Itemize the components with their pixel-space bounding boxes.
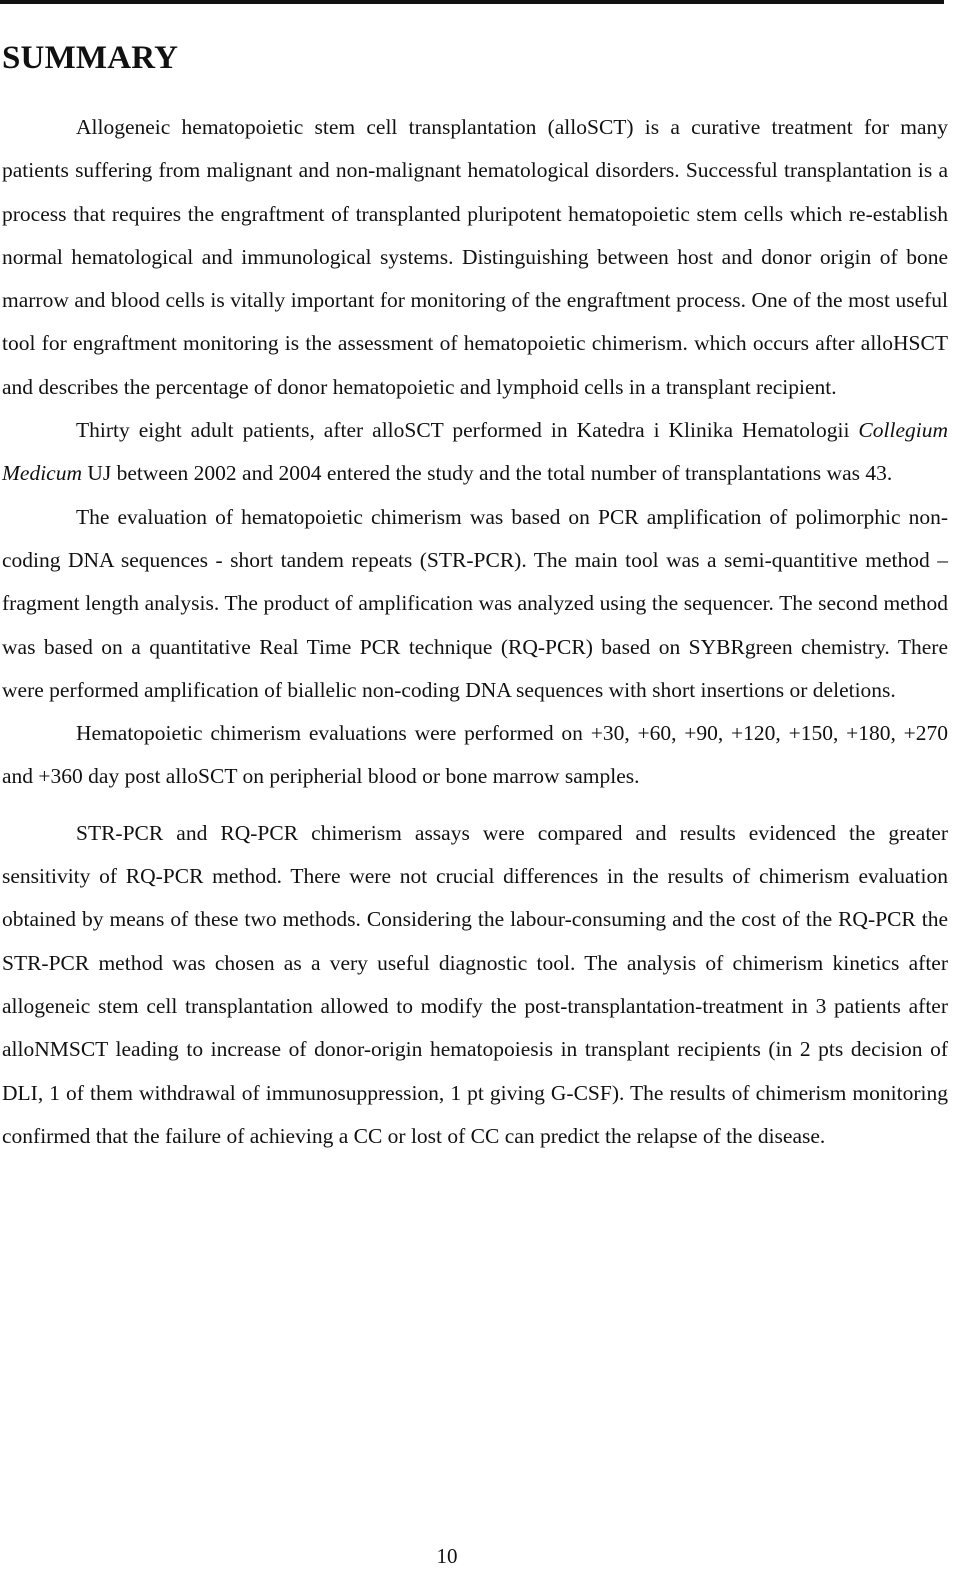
paragraph-2 <box>2 409 948 496</box>
paragraph-2-text-before: Thirty eight adult patients, after alloSCT performed in Katedra i Klinika Hematologii <box>76 418 859 443</box>
paragraph-3: The evaluation of hematopoietic chimerism was based on PCR amplification of polimorphic non-coding DNA sequences - short tandem repeats (STR-PCR). The main tool was a semi-quantitive method – fragment length analysis. The product of amplification was analyzed using the sequencer. The second method was based on a quantitative Real Time PCR technique (RQ-PCR) based on SYBRgreen chemistry. There were performed amplification of biallelic non-coding DNA sequences with short insertions or deletions. <box>2 504 948 702</box>
paragraph-5: STR-PCR and RQ-PCR chimerism assays were compared and results evidenced the greater sensitivity of RQ-PCR method. There were not crucial differences in the results of chimerism evaluation obtained by means of these two methods. Considering the labour-consuming and the cost of the RQ-PCR the STR-PCR method was chosen as a very useful diagnostic tool. The analysis of chimerism kinetics after allogeneic stem cell transplantation allowed to modify the post-transplantation-treatment in 3 patients after alloNMSCT leading to increase of donor-origin hematopoiesis in transplant recipients (in 2 pts decision of DLI, 1 of them withdrawal of immunosuppression, 1 pt giving G-CSF). The results of chimerism monitoring confirmed that the failure of achieving a CC or lost of CC can predict the relapse of the disease. <box>2 820 948 1148</box>
paragraph-2-italic-text: Collegium Medicum <box>2 418 948 486</box>
section-heading: SUMMARY <box>2 40 179 76</box>
paragraph-2-text-after: UJ between 2002 and 2004 entered the study and the total number of transplantations was 43. <box>82 461 893 486</box>
summary-body <box>2 106 948 1158</box>
page-number: 10 <box>436 1544 458 1568</box>
paragraph-1: Allogeneic hematopoietic stem cell transplantation (alloSCT) is a curative treatment for many patients suffering from malignant and non-malignant hematological disorders. Successful transplantation is a process that requires the engraftment of transplanted pluripotent hematopoietic stem cells which re-establish normal hematological and immunological systems. Distinguishing between host and donor origin of bone marrow and blood cells is vitally important for monitoring of the engraftment process. One of the most useful tool for engraftment monitoring is the assessment of hematopoietic chimerism. which occurs after alloHSCT and describes the percentage of donor hematopoietic and lymphoid cells in a transplant recipient. <box>2 115 948 399</box>
paragraph-4: Hematopoietic chimerism evaluations were performed on +30, +60, +90, +120, +150, +180, +270 and +360 day post alloSCT on peripherial blood or bone marrow samples. <box>2 721 948 789</box>
top-rule <box>0 0 944 4</box>
